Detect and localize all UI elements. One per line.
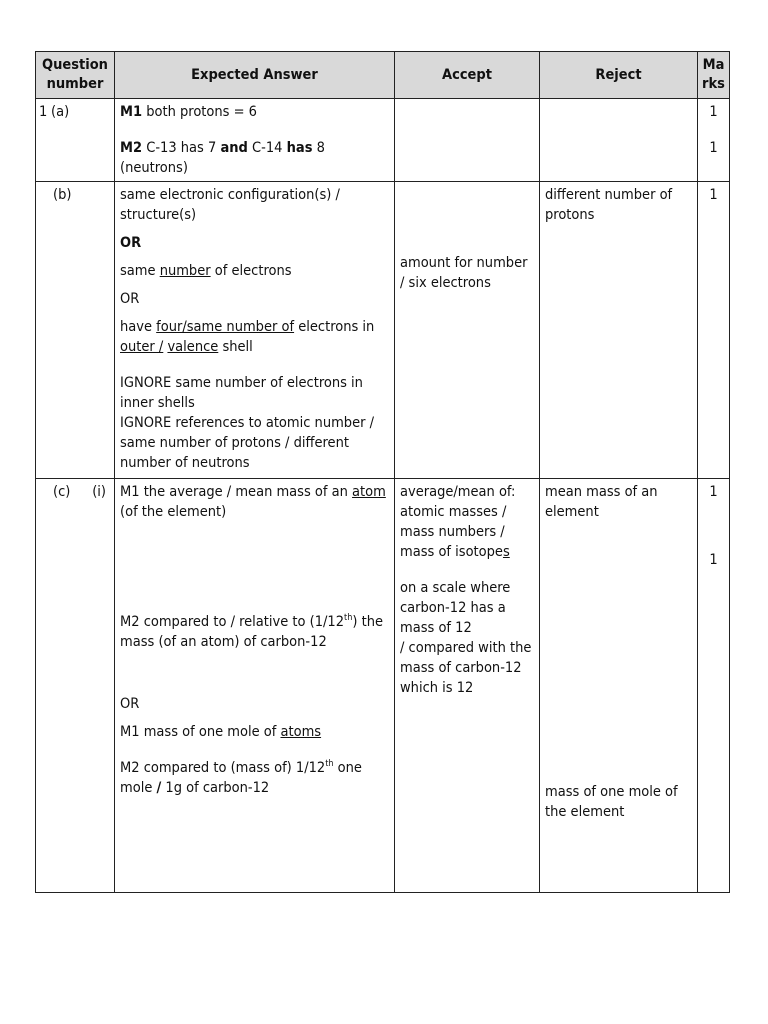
reject-text: different number of protons	[545, 187, 673, 223]
expected-answer-1c	[115, 479, 395, 893]
mark-value: 1	[709, 140, 718, 156]
accept-text: atomic masses /	[400, 504, 507, 520]
accept-text: / compared with the mass of carbon-12 which is 12	[400, 640, 532, 696]
answer-text: have	[120, 319, 153, 335]
accept-underlined: s	[502, 544, 510, 560]
or-label: OR	[120, 235, 142, 251]
m2-and: and	[220, 140, 248, 156]
m2-text-1: C-13 has 7	[146, 140, 217, 156]
or-label: OR	[120, 696, 140, 712]
question-part: (b)	[53, 187, 72, 203]
question-number-1a	[36, 99, 115, 182]
marks-1b	[698, 182, 730, 479]
answer-text: M1 the average / mean mass of an	[120, 484, 348, 500]
accept-1a	[395, 99, 540, 182]
ignore-note: IGNORE same number of electrons in inner shells	[120, 375, 363, 411]
header-marks: Ma rks	[698, 52, 730, 99]
row-1b	[36, 182, 730, 479]
or-label: OR	[120, 291, 140, 307]
header-question-number: Question number	[36, 52, 115, 99]
answer-text: (of the element)	[120, 504, 227, 520]
row-1a	[36, 99, 730, 182]
m2-text-3: 8 (neutrons)	[120, 140, 325, 176]
answer-text: one mole	[120, 760, 362, 796]
answer-underlined: number	[159, 263, 211, 279]
question-number-1c	[36, 479, 115, 893]
reject-text: mass of one mole of the element	[545, 784, 678, 820]
mark-scheme-table	[35, 51, 730, 893]
superscript: th	[325, 759, 334, 770]
header-expected-answer: Expected Answer	[115, 52, 395, 99]
m2-has: has	[286, 140, 313, 156]
question-number: 1	[39, 104, 48, 120]
answer-underlined: four/same number of	[156, 319, 295, 335]
answer-text: M1 mass of one mole of	[120, 724, 277, 740]
question-subpart: (i)	[92, 484, 106, 500]
answer-text: M2 compared to (mass of) 1/12	[120, 760, 326, 776]
accept-text: mass numbers /	[400, 524, 505, 540]
answer-line: same electronic configuration(s) / structure(s)	[120, 187, 340, 223]
m1-text: both protons = 6	[146, 104, 257, 120]
question-number-1b	[36, 182, 115, 479]
answer-text: electrons in	[298, 319, 375, 335]
m2-text-2: C-14	[252, 140, 283, 156]
answer-text: shell	[222, 339, 253, 355]
question-part: (a)	[51, 104, 70, 120]
marks-1a	[698, 99, 730, 182]
question-part: (c)	[53, 484, 71, 500]
answer-text: same	[120, 263, 156, 279]
accept-text: mass of isotope	[400, 544, 503, 560]
reject-1c	[540, 479, 698, 893]
accept-text: average/mean of:	[400, 484, 516, 500]
accept-text: on a scale where carbon-12 has a mass of 12	[400, 580, 511, 636]
accept-1c	[395, 479, 540, 893]
answer-underlined: atoms	[280, 724, 322, 740]
reject-text: mean mass of an element	[545, 484, 658, 520]
answer-underlined: outer /	[120, 339, 164, 355]
expected-answer-1b	[115, 182, 395, 479]
mark-value: 1	[709, 484, 718, 500]
m1-label: M1	[120, 104, 143, 120]
row-1c-i	[36, 479, 730, 893]
reject-1b	[540, 182, 698, 479]
header-row	[36, 52, 730, 99]
m2-label: M2	[120, 140, 143, 156]
accept-text: amount for number / six electrons	[400, 255, 528, 291]
ignore-note: IGNORE references to atomic number / same number of protons / different number of neutrons	[120, 415, 375, 471]
accept-1b	[395, 182, 540, 479]
slash-bold: /	[156, 780, 162, 796]
reject-1a	[540, 99, 698, 182]
answer-text: 1g of carbon-12	[165, 780, 270, 796]
mark-value: 1	[709, 187, 718, 203]
superscript: th	[344, 613, 353, 624]
answer-text: of electrons	[214, 263, 292, 279]
header-reject: Reject	[540, 52, 698, 99]
expected-answer-1a	[115, 99, 395, 182]
marks-1c	[698, 479, 730, 893]
mark-value: 1	[709, 104, 718, 120]
answer-underlined: valence	[167, 339, 219, 355]
answer-text: M2 compared to / relative to (1/12	[120, 614, 345, 630]
mark-value: 1	[709, 552, 718, 568]
answer-underlined: atom	[352, 484, 386, 500]
header-accept: Accept	[395, 52, 540, 99]
answer-text: ) the mass (of an atom) of carbon-12	[120, 614, 383, 650]
